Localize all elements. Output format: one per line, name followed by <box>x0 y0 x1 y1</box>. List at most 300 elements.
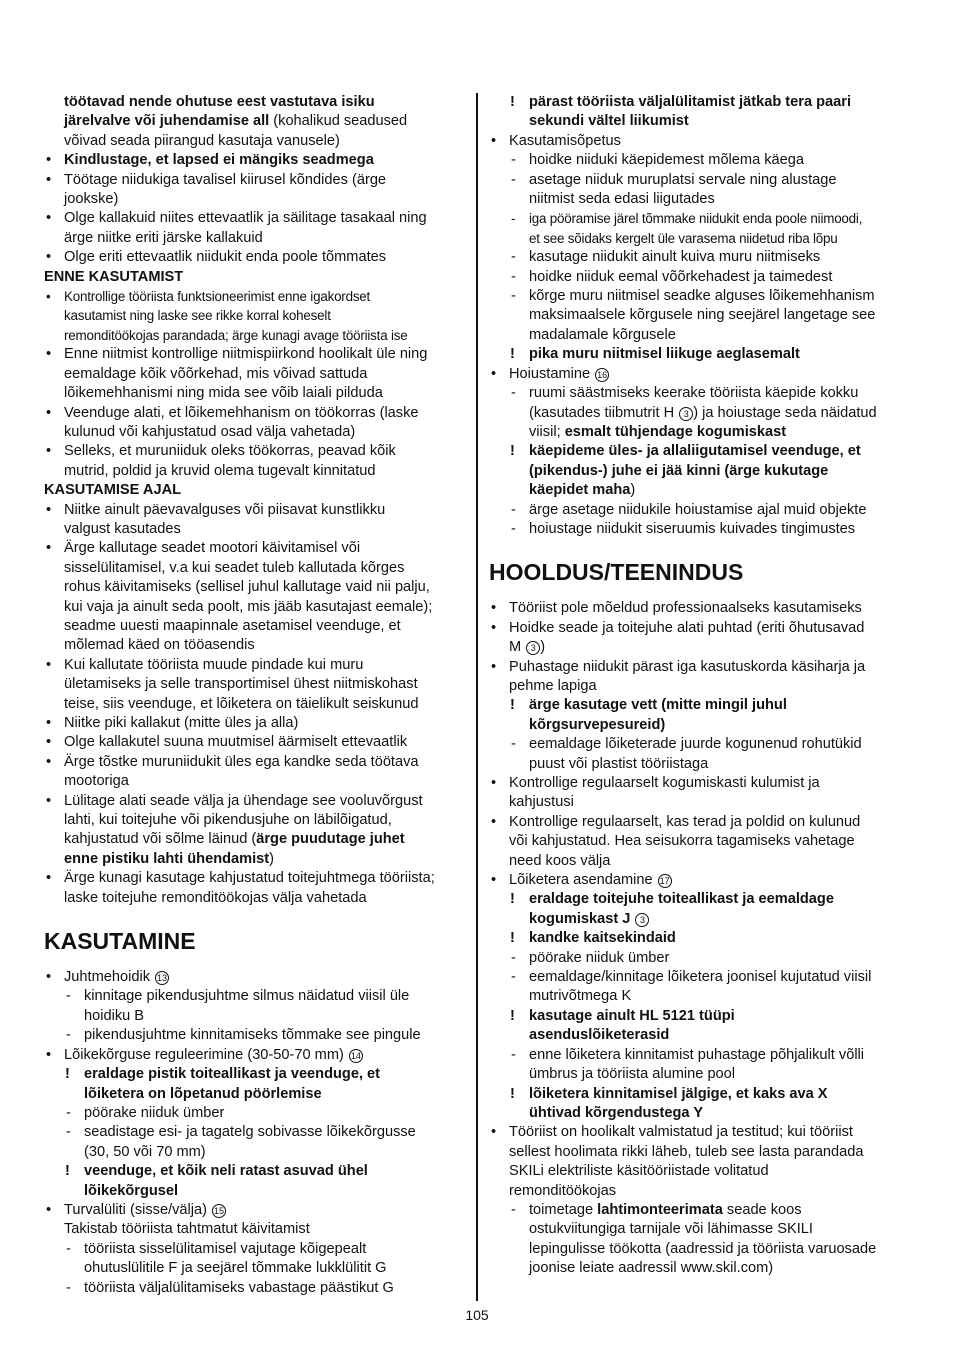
bullet-icon: • <box>491 775 497 791</box>
text: tööriista väljalülitamiseks vabastage päästikut G <box>84 1279 394 1296</box>
item-line <box>44 889 466 908</box>
item-line <box>489 716 911 735</box>
dash-icon: - <box>66 1124 71 1141</box>
item-line <box>489 852 911 871</box>
text: Lõikekõrguse reguleerimine (30-50-70 mm) <box>64 1046 348 1063</box>
item-line <box>44 462 466 481</box>
text: Tööriist on hoolikalt valmistatud ja testitud; kui tööriist <box>509 1124 853 1141</box>
usage-continued-list <box>489 93 911 539</box>
text: mutrid, poldid ja kruvid olema tugevalt kinnitatud <box>64 462 376 479</box>
bullet-item <box>44 501 466 540</box>
text: lõikemehhanismi ning mida see võib laiali pilduda <box>64 385 383 402</box>
dash-icon: - <box>511 969 516 986</box>
warning-icon: ! <box>510 443 515 460</box>
dash-item <box>489 520 911 539</box>
bullet-item <box>44 656 466 714</box>
bullet-icon: • <box>46 171 52 188</box>
item-line <box>489 209 911 228</box>
text: toimetage <box>529 1201 598 1218</box>
warning-icon: ! <box>510 697 515 714</box>
item-line <box>44 1065 466 1084</box>
text: Töötage niidukiga tavalisel kiirusel kõndides (ärge <box>64 171 387 188</box>
item-line <box>489 929 911 948</box>
text: (kohalikud seadused <box>269 113 408 130</box>
text: ruumi säästmiseks keerake tööriista käepide kokku <box>529 385 859 402</box>
item-line <box>489 813 911 832</box>
item-line <box>489 404 911 423</box>
text: seadistage esi- ja tagatelg sobivasse lõikekõrgusse <box>84 1124 416 1141</box>
item-line <box>44 695 466 714</box>
warning-item <box>489 1007 911 1046</box>
bold-text: ärge kasutage vett (mitte mingil juhul <box>529 697 787 714</box>
item-line <box>489 248 911 267</box>
text: Veenduge alati, et lõikemehhanism on töökorras (laske <box>64 404 419 421</box>
bullet-icon: • <box>491 813 497 830</box>
text: Olge kallakutel suuna muutmisel äärmiselt ettevaatlik <box>64 734 408 751</box>
section-heading-kasutamine: KASUTAMINE <box>44 928 196 955</box>
item-line <box>489 384 911 403</box>
text: kasutamist ning laske see rikke korral koheselt <box>64 308 331 324</box>
item-line <box>44 1240 466 1259</box>
text: Ärge tõstke muruniidukit üles ega kandke seda töötava <box>64 753 419 770</box>
item-line <box>489 151 911 170</box>
item-line <box>44 287 466 306</box>
item-line <box>489 599 911 618</box>
item-line <box>44 968 466 987</box>
text: Kasutamisõpetus <box>509 132 621 149</box>
warning-icon: ! <box>510 891 515 908</box>
warning-item <box>489 442 911 500</box>
text: Ärge kallutage seadet mootori käivitamisel või <box>64 540 361 557</box>
text: hoiustage niidukit siseruumis kuivades tingimustes <box>529 520 856 537</box>
item-line <box>44 306 466 325</box>
bold-text: asenduslõiketerasid <box>529 1027 670 1044</box>
item-line <box>44 830 466 849</box>
text: eemaldage lõiketerade juurde kogunenud rohutükid <box>529 736 862 753</box>
item-line <box>489 268 911 287</box>
bullet-icon: • <box>46 753 52 770</box>
item-line <box>44 675 466 694</box>
bold-text: eraldage toitejuhe toiteallikast ja eemaldage <box>529 891 834 908</box>
figure-reference-icon: 3 <box>635 913 649 927</box>
warning-item <box>44 1162 466 1201</box>
item-line <box>44 850 466 869</box>
before-use-list <box>44 287 466 481</box>
bullet-item <box>489 658 911 697</box>
text: Lõiketera asendamine <box>509 872 657 889</box>
item-line <box>489 112 911 131</box>
item-line <box>489 871 911 890</box>
bullet-icon: • <box>491 658 497 675</box>
item-line <box>489 1065 911 1084</box>
item-line <box>44 190 466 209</box>
dash-icon: - <box>511 949 516 966</box>
text: tööriista sisselülitamisel vajutage kõigepealt <box>84 1240 367 1257</box>
text: ärge asetage niidukile hoiustamise ajal muid objekte <box>529 501 867 518</box>
item-line <box>44 171 466 190</box>
bullet-icon: • <box>491 365 497 382</box>
warning-icon: ! <box>65 1066 70 1083</box>
bold-text: veenduge, et kõik neli ratast asuvad ühel <box>84 1163 368 1180</box>
bullet-item <box>44 209 466 248</box>
item-line <box>44 869 466 888</box>
text: enne lõiketera kinnitamist puhastage põhjalikult võlli <box>529 1046 865 1063</box>
warning-icon: ! <box>510 1007 515 1024</box>
text: Kontrollige regulaarselt kogumiskasti kulumist ja <box>509 775 820 791</box>
item-line <box>44 1143 466 1162</box>
text: eemaldage/kinnitage lõiketera joonisel kujutatud viisil <box>529 969 872 986</box>
item-line <box>489 442 911 461</box>
bullet-icon: • <box>46 969 52 986</box>
text: kahjustatud või sõlme läinud ( <box>64 831 257 848</box>
text: mootoriga <box>64 773 129 790</box>
item-line <box>44 229 466 248</box>
bullet-icon: • <box>46 404 52 421</box>
bullet-icon: • <box>46 792 52 809</box>
text: Olge eriti ettevaatlik niidukit enda poole tõmmates <box>64 249 387 266</box>
item-line <box>489 1046 911 1065</box>
item-line <box>489 1085 911 1104</box>
bullet-item <box>489 599 911 618</box>
bold-text: kõrgsurvepesureid) <box>529 716 666 733</box>
bullet-icon: • <box>491 600 497 617</box>
warning-item <box>489 1085 911 1124</box>
bullet-icon: • <box>46 656 52 673</box>
item-line <box>489 481 911 500</box>
bullet-item <box>489 365 911 384</box>
text: et see sõidaks kergelt üle varasema niidetud riba lõpu <box>529 230 838 246</box>
bullet-item <box>489 774 911 813</box>
dash-icon: - <box>511 520 516 537</box>
text: Enne niitmist kontrollige niitmispiirkond hoolikalt üle ning <box>64 346 428 363</box>
paragraph-line <box>44 112 466 131</box>
dash-icon: - <box>511 249 516 266</box>
item-line <box>44 656 466 675</box>
warning-item <box>44 1065 466 1104</box>
spacer <box>44 954 466 968</box>
text: seadme uuesti maapinnale asetamisel veenduge, et <box>64 617 401 634</box>
text: kui vaja ja ainult seda poolt, mis jääb kasutajast eemale); <box>64 598 433 615</box>
bullet-icon: • <box>46 1201 52 1218</box>
bold-text: töötavad nende ohutuse eest vastutava isiku <box>64 94 375 110</box>
bullet-item <box>44 539 466 655</box>
text: lahti, kui toitejuhe või pikendusjuhe on läbilõigatud, <box>64 812 392 829</box>
item-line <box>489 1123 911 1142</box>
text: Juhtmehoidik <box>64 969 155 986</box>
item-line <box>44 520 466 539</box>
bold-text: ühtivad kõrgendustega Y <box>529 1104 704 1121</box>
text: seade koos <box>722 1201 802 1218</box>
text: valgust kasutades <box>64 520 181 537</box>
item-line <box>489 1162 911 1181</box>
bold-text: lõikekõrgusel <box>84 1182 179 1199</box>
item-line <box>489 1104 911 1123</box>
spacer <box>44 908 466 928</box>
bullet-item <box>44 248 466 267</box>
bold-text: pika muru niitmisel liikuge aeglasemalt <box>529 346 800 363</box>
warning-item <box>489 345 911 364</box>
bold-text: kogumiskast J <box>529 910 635 927</box>
text: iga pööramise järel tõmmake niidukit enda poole niimoodi, <box>529 211 863 227</box>
text: võivad seada piirangud kasutaja vanusele) <box>64 132 340 149</box>
bullet-icon: • <box>491 1124 497 1141</box>
bullet-item <box>44 171 466 210</box>
item-line <box>44 636 466 655</box>
text: Ärge kunagi kasutage kahjustatud toitejuhtmega tööriista; <box>64 870 435 887</box>
bullet-item <box>489 1123 911 1201</box>
text: mõlemad käed on tööasendis <box>64 637 255 654</box>
bullet-item <box>44 1046 466 1065</box>
warning-icon: ! <box>65 1163 70 1180</box>
warning-icon: ! <box>510 94 515 110</box>
text: SKILi elektriliste käsitööriistade volitatud <box>509 1163 769 1180</box>
bullet-icon: • <box>46 1046 52 1063</box>
text: madalamale kõrgusele <box>529 326 676 343</box>
warning-icon: ! <box>510 346 515 363</box>
dash-icon: - <box>66 1027 71 1044</box>
item-line <box>489 987 911 1006</box>
bold-text: lõiketera kinnitamisel jälgige, et kaks ava X <box>529 1085 828 1102</box>
item-line <box>489 1240 911 1259</box>
text: pikendusjuhtme kinnitamiseks tõmmake see pingule <box>84 1027 421 1044</box>
section-heading-hooldus: HOOLDUS/TEENINDUS <box>489 559 744 586</box>
item-line <box>44 811 466 830</box>
hooldus-list <box>489 599 911 1278</box>
item-line <box>44 1220 466 1239</box>
bold-text: käepidet maha <box>529 482 631 499</box>
bullet-item <box>44 968 466 987</box>
item-line <box>489 326 911 345</box>
item-line <box>489 345 911 364</box>
bold-text: Kindlustage, et lapsed ei mängiks seadmega <box>64 152 374 169</box>
figure-reference-icon: 16 <box>597 369 608 380</box>
item-line <box>489 619 911 638</box>
item-line <box>44 617 466 636</box>
item-line <box>44 1085 466 1104</box>
text: kinnitage pikendusjuhtme silmus näidatud viisil üle <box>84 988 410 1005</box>
text: ) <box>269 850 275 867</box>
paragraph-line <box>44 93 466 112</box>
item-line <box>44 1182 466 1201</box>
dash-icon: - <box>511 1201 516 1218</box>
bullet-item <box>44 733 466 752</box>
item-line <box>44 423 466 442</box>
figure-reference-icon: 3 <box>679 407 693 421</box>
text: ärge niitke eriti järske kallakuid <box>64 229 263 246</box>
item-line <box>44 365 466 384</box>
bold-text: järelvalve või juhendamise all <box>64 113 270 130</box>
bold-text: sekundi vältel liikumist <box>529 113 689 130</box>
right-column <box>489 93 911 1279</box>
item-line <box>489 462 911 481</box>
item-line <box>489 890 911 909</box>
item-line <box>489 520 911 539</box>
bold-text: pärast tööriista väljalülitamist jätkab tera paari <box>529 94 851 110</box>
paragraph-line <box>44 132 466 151</box>
item-line <box>489 132 911 151</box>
item-line <box>44 326 466 345</box>
text: kasutage niidukit ainult kuiva muru niitmiseks <box>529 249 821 266</box>
bold-text: esmalt tühjendage kogumiskast <box>564 423 787 440</box>
dash-icon: - <box>66 1279 71 1296</box>
text: pöörake niiduk ümber <box>529 949 670 966</box>
item-line <box>489 1143 911 1162</box>
bold-text: lahtimonteerimata <box>597 1201 723 1218</box>
item-line <box>44 1123 466 1142</box>
warning-item <box>489 93 911 132</box>
warning-item <box>489 929 911 948</box>
text: remonditöökojas parandada; ärge kunagi avage tööriista ise <box>64 327 408 343</box>
text: Takistab tööriista tahtmatut käivitamist <box>64 1221 310 1238</box>
kasutamine-list <box>44 968 466 1298</box>
dash-item <box>489 248 911 267</box>
bullet-item <box>44 287 466 345</box>
bullet-item <box>489 132 911 151</box>
bold-text: enne pistiku lahti ühendamist <box>64 850 270 867</box>
item-line <box>44 1007 466 1026</box>
text: sellest hoolimata rikki läheb, tuleb see lasta parandada <box>509 1143 864 1160</box>
text: jookske) <box>64 191 119 208</box>
text: pehme lapiga <box>509 677 597 694</box>
bold-text: (pikendus-) juhe ei jää kinni (ärge kukutage <box>529 462 829 479</box>
item-line <box>489 423 911 442</box>
item-line <box>489 365 911 384</box>
bullet-item <box>44 753 466 792</box>
warning-item <box>489 696 911 735</box>
text: ) <box>540 639 546 656</box>
warning-icon: ! <box>510 930 515 947</box>
page-number: 105 <box>465 1307 489 1323</box>
item-line <box>44 151 466 170</box>
text: ) ja hoiustage seda näidatud <box>693 404 877 421</box>
bold-text: ärge puudutage juhet <box>256 831 405 848</box>
item-line <box>44 1104 466 1123</box>
dash-item <box>44 1104 466 1123</box>
dash-item <box>44 987 466 1026</box>
item-line <box>489 949 911 968</box>
item-line <box>489 171 911 190</box>
dash-item <box>489 268 911 287</box>
dash-item <box>489 949 911 968</box>
text: joonise leiate aadressil www.skil.com) <box>529 1260 774 1277</box>
text: hoidke niiduk eemal võõrkehadest ja taimedest <box>529 268 833 285</box>
item-line <box>489 774 911 793</box>
dash-icon: - <box>511 152 516 169</box>
dash-item <box>489 735 911 774</box>
dash-icon: - <box>511 288 516 305</box>
intro-section <box>44 93 466 268</box>
dash-item <box>489 171 911 210</box>
text: kahjustusi <box>509 794 574 811</box>
text: viisil; <box>529 423 565 440</box>
item-line <box>44 384 466 403</box>
text: Hoidke seade ja toitejuhe alati puhtad (eriti õhutusavad <box>509 619 865 636</box>
bullet-icon: • <box>46 346 52 363</box>
item-line <box>44 714 466 733</box>
item-line <box>489 735 911 754</box>
text: Kontrollige regulaarselt, kas terad ja poldid on kulunud <box>509 813 861 830</box>
item-line <box>489 968 911 987</box>
item-line <box>489 287 911 306</box>
text: (30, 50 või 70 mm) <box>84 1143 206 1160</box>
item-line <box>44 248 466 267</box>
item-line <box>489 190 911 209</box>
bullet-item <box>44 151 466 170</box>
bullet-item <box>489 871 911 890</box>
before-use-heading: ENNE KASUTAMIST <box>44 268 184 285</box>
text: ümbrus ja tööriista alumine pool <box>529 1066 736 1083</box>
warning-item <box>489 890 911 929</box>
text: M <box>509 639 526 656</box>
text: (kasutades tiibmutrit H <box>529 404 679 421</box>
bold-text: lõiketera on lõpetanud pöörlemise <box>84 1085 322 1102</box>
item-line <box>489 306 911 325</box>
dash-icon: - <box>511 171 516 188</box>
bullet-item <box>44 442 466 481</box>
item-line <box>44 1026 466 1045</box>
item-line <box>489 1007 911 1026</box>
item-line <box>44 1046 466 1065</box>
text: asetage niiduk muruplatsi servale ning alustage <box>529 171 837 188</box>
item-line <box>489 910 911 929</box>
spacer <box>489 539 911 559</box>
bullet-item <box>44 869 466 908</box>
dash-icon: - <box>66 988 71 1005</box>
text: remonditöökojas <box>509 1182 617 1199</box>
bullet-icon: • <box>491 619 497 636</box>
dash-item <box>489 287 911 345</box>
item-line <box>489 501 911 520</box>
dash-item <box>489 209 911 248</box>
dash-item <box>489 151 911 170</box>
bullet-icon: • <box>46 501 52 518</box>
figure-reference-icon: 17 <box>659 876 670 887</box>
dash-item <box>489 1201 911 1279</box>
warning-icon: ! <box>510 1085 515 1102</box>
text: Olge kallakuid niites ettevaatlik ja säilitage tasakaal ning <box>64 210 427 227</box>
item-line <box>489 638 911 657</box>
item-line <box>44 539 466 558</box>
item-line <box>44 345 466 364</box>
text: Niitke piki kallakut (mitte üles ja alla) <box>64 715 299 731</box>
item-line <box>44 559 466 578</box>
bullet-icon: • <box>46 715 52 731</box>
item-line <box>489 229 911 248</box>
text: Hoiustamine <box>509 365 595 382</box>
bullet-icon: • <box>46 152 52 169</box>
text: pöörake niiduk ümber <box>84 1104 225 1121</box>
bullet-item <box>44 404 466 443</box>
item-line <box>489 1182 911 1201</box>
dash-item <box>489 968 911 1007</box>
text: ületamiseks ja selle transportimisel ühest niitmiskohast <box>64 676 418 693</box>
bullet-icon: • <box>491 132 497 149</box>
text: niitmist seda edasi liigutades <box>529 191 715 208</box>
text: laske toitejuhe remonditöökojas välja vahetada <box>64 889 367 906</box>
left-column <box>44 93 466 1298</box>
dash-icon: - <box>511 268 516 285</box>
item-line <box>489 793 911 812</box>
text: Puhastage niidukit pärast iga kasutuskorda käsiharja ja <box>509 658 866 675</box>
item-line <box>44 501 466 520</box>
bold-text: kasutage ainult HL 5121 tüüpi <box>529 1007 735 1024</box>
bullet-item <box>44 792 466 870</box>
dash-item <box>44 1123 466 1162</box>
text: kulunud või kahjustatud osad välja vahetada) <box>64 423 356 440</box>
bullet-icon: • <box>46 870 52 887</box>
dash-item <box>44 1026 466 1045</box>
dash-item <box>489 1046 911 1085</box>
